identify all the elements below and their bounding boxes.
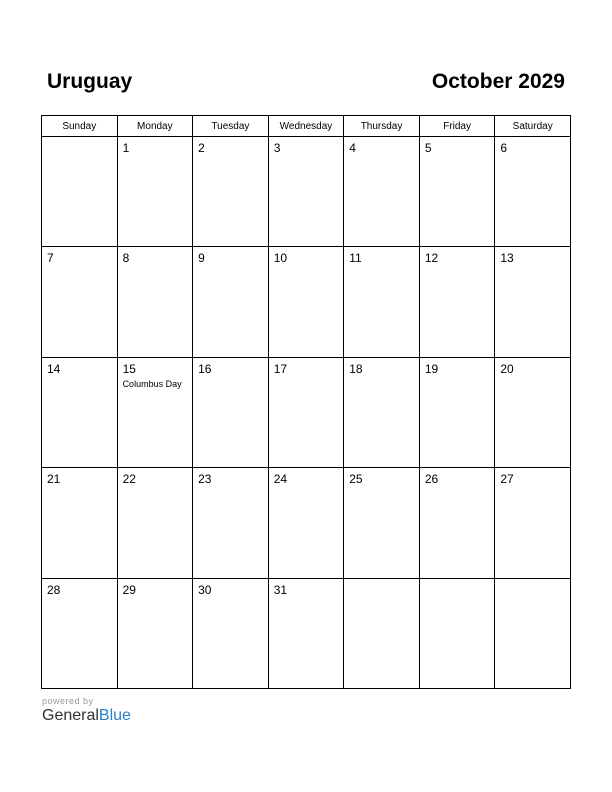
week-row: [42, 137, 571, 247]
week-row: [42, 357, 571, 467]
day-cell: [419, 137, 495, 247]
day-number: 18: [349, 361, 363, 376]
weekday-header: Saturday: [495, 116, 571, 137]
day-number: 1: [122, 141, 130, 155]
day-cell: [495, 578, 571, 688]
day-number: 6: [500, 141, 508, 155]
week-row: [42, 578, 571, 688]
day-cell: [117, 137, 193, 247]
holiday-label: Columbus Day: [122, 378, 182, 389]
day-number: 10: [273, 251, 288, 266]
day-number: 14: [47, 361, 61, 376]
day-cell: [495, 247, 571, 357]
day-cell: [42, 578, 118, 688]
brand-name-general: General: [42, 707, 99, 724]
day-number: 22: [122, 472, 136, 487]
day-number: 4: [349, 141, 356, 155]
day-cell: [42, 247, 118, 357]
month-title: October 2029: [431, 70, 565, 93]
weekday-header: Sunday: [42, 116, 118, 137]
day-cell: [344, 247, 420, 357]
day-cell: [42, 468, 118, 578]
day-cell: [495, 468, 571, 578]
day-cell: [419, 578, 495, 688]
day-cell: [42, 137, 118, 247]
day-number: 26: [424, 472, 439, 487]
day-cell: [419, 357, 495, 467]
weekday-header: Tuesday: [193, 116, 269, 137]
day-number: 12: [424, 251, 439, 266]
brand-name-blue: Blue: [98, 707, 131, 724]
day-number: 8: [122, 251, 130, 266]
day-number: 24: [273, 472, 288, 487]
brand-logo: [42, 707, 131, 725]
day-number: 2: [198, 141, 205, 155]
day-number: 9: [198, 251, 205, 266]
day-number: 7: [47, 251, 54, 266]
day-number: 31: [273, 582, 288, 597]
day-number: 11: [349, 251, 362, 266]
day-cell: [193, 578, 269, 688]
day-number: 16: [198, 361, 212, 376]
day-cell: [268, 247, 344, 357]
day-number: 27: [500, 472, 514, 487]
day-number: 20: [500, 361, 514, 376]
day-cell: [42, 357, 118, 467]
day-number: [495, 579, 570, 584]
footer: [42, 696, 131, 725]
day-number: 23: [198, 472, 212, 487]
day-cell: [344, 468, 420, 578]
day-cell: [344, 137, 420, 247]
day-number: 17: [273, 361, 288, 376]
day-cell: [117, 468, 193, 578]
day-number: 28: [47, 582, 61, 597]
day-cell: [117, 357, 193, 467]
powered-by-text: powered by: [42, 696, 94, 706]
calendar-grid: [41, 115, 571, 689]
day-number: 15: [122, 361, 136, 376]
day-number: 29: [122, 582, 136, 597]
weekday-header: Friday: [419, 116, 495, 137]
week-row: [42, 468, 571, 578]
day-cell: [268, 468, 344, 578]
day-number: 5: [424, 141, 432, 155]
weekday-header: Monday: [117, 116, 193, 137]
day-number: 19: [424, 361, 439, 376]
day-number: 21: [47, 472, 61, 487]
day-number: [420, 579, 495, 584]
day-cell: [117, 247, 193, 357]
day-number: [344, 579, 419, 584]
day-cell: [193, 247, 269, 357]
day-number: 13: [500, 251, 514, 266]
day-cell: [344, 578, 420, 688]
day-number: [42, 137, 117, 142]
day-cell: [193, 468, 269, 578]
day-cell: [495, 137, 571, 247]
day-cell: [344, 357, 420, 467]
day-number: 3: [273, 141, 281, 155]
weekday-header: Wednesday: [268, 116, 344, 137]
week-row: [42, 247, 571, 357]
day-cell: [419, 468, 495, 578]
day-cell: [268, 357, 344, 467]
day-number: 25: [349, 472, 363, 487]
day-cell: [268, 578, 344, 688]
day-cell: [495, 357, 571, 467]
country-title: Uruguay: [47, 70, 133, 93]
day-number: 30: [198, 582, 212, 597]
day-cell: [193, 137, 269, 247]
day-cell: [117, 578, 193, 688]
day-cell: [419, 247, 495, 357]
weekday-header: Thursday: [344, 116, 420, 137]
day-cell: [193, 357, 269, 467]
weekday-header-row: [42, 116, 571, 137]
day-cell: [268, 137, 344, 247]
